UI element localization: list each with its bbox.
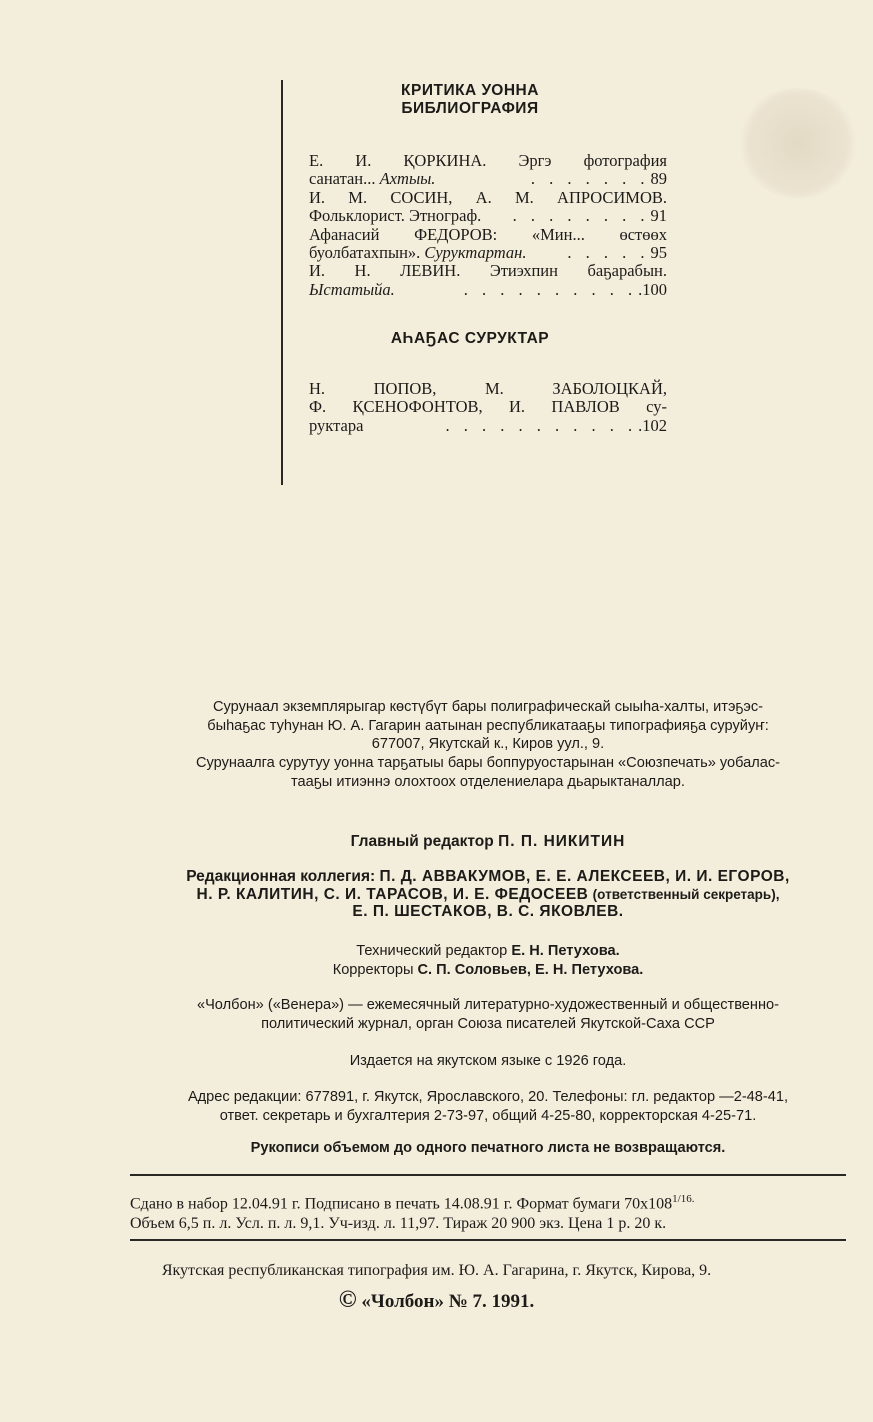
section-title-criticism: КРИТИКА УОННА БИБЛИОГРАФИЯ (401, 82, 539, 117)
page-number: .102 (638, 415, 667, 435)
toc-entry[interactable]: И. Н. ЛЕВИН. Этиэхпин баҕарабын. Ыстатыйа. . . . . . . . . . . .100 (309, 261, 667, 299)
bleed-through-seal (738, 88, 858, 198)
editorial-board: Редакционная коллегия: П. Д. АВВАКУМОВ, Е. Е. АЛЕКСЕЕВ, И. И. ЕГОРОВ, Н. Р. КАЛИТИН, С. И. ТАРАСОВ, И. Е. ФЕДОСЕЕВ (ответственный секретарь), Е. П. ШЕСТАКОВ, В. С. ЯКОВЛЕВ. (186, 868, 790, 920)
copyright-icon: © (338, 1287, 357, 1313)
tech-staff: Технический редактор Е. Н. Петухова. Корректоры С. П. Соловьев, Е. Н. Петухова. (332, 943, 644, 978)
toc-entry-open-letters[interactable]: Н. ПОПОВ, М. ЗАБОЛОЦКАЙ, Ф. ҚСЕНОФОНТОВ, И. ПАВЛОВ су- руктара . . . . . . . . . . . .102 (309, 379, 667, 435)
editorial-address: Адрес редакции: 677891, г. Якутск, Ярославского, 20. Телефоны: гл. редактор —2-48-41, ответ. секретарь и бухгалтерия 2-73-97, общий 4-25-80, корректорская 4-25-71. (187, 1089, 789, 1124)
printer-line: Якутская республиканская типография им. Ю. А. Гагарина, г. Якутск, Кирова, 9. (161, 1262, 712, 1279)
page-number: 91 (650, 206, 667, 226)
print-data: Сдано в набор 12.04.91 г. Подписано в печать 14.08.91 г. Формат бумаги $70x108^{1/16.}$ Объем 6,5 п. л. Усл. п. л. 9,1. Уч-изд. л. 11,97. Тираж 20 900 экз. Цена 1 р. 20 к. (130, 1193, 695, 1233)
page-number: 89 (650, 169, 667, 189)
publishing-since: Издается на якутском языке с 1926 года. (349, 1053, 627, 1069)
toc-entry[interactable]: И. М. СОСИН, А. М. АПРОСИМОВ. Фольклорист. Этнограф. . . . . . . . . 91 (309, 187, 667, 226)
print-errors-note: Сурунаал экземплярыгар көстүбүт бары полиграфическай сыыһа-халты, итэҕэс- быһаҕас туһунан Ю. А. Гагарин аатынан республикатааҕы типографияҕа суруйуҥ: 677007, Якутскай к., Киров уул., 9. (207, 699, 769, 753)
toc-list (309, 152, 667, 299)
divider-top (130, 1174, 846, 1176)
page-number: 95 (650, 243, 667, 263)
copyright-line: © «Чолбон» № 7. 1991. (338, 1287, 535, 1313)
page-number: .100 (638, 279, 667, 299)
journal-description: «Чолбон» («Венера») — ежемесячный литературно-художественный и общественно- политический журнал, орган Союза писателей Якутской-Саха ССР (196, 997, 780, 1032)
toc-vertical-rule (281, 80, 283, 485)
subscription-note: Сурунаалга сурутуу уонна тарҕатыы бары боппуруостарынан «Союзпечать» уобалас- тааҕы итиэннэ олохтоох отделениелара дьарыктаналлар. (195, 755, 781, 790)
section-title-open-letters: АҺАҔАС СУРУКТАР (390, 330, 550, 347)
toc-entry[interactable]: Е. И. ҚОРКИНА. Эргэ фотография санатан... Ахтыы. . . . . . . . 89 (309, 151, 667, 189)
divider-bottom (130, 1239, 846, 1241)
toc-entry[interactable]: Афанасий ФЕДОРОВ: «Мин... өстөөх буолбатахпын». Суруктартан. . . . . . 95 (309, 224, 667, 263)
manuscripts-note: Рукописи объемом до одного печатного листа не возвращаются. (250, 1140, 726, 1156)
chief-editor: Главный редактор П. П. НИКИТИН (350, 833, 626, 850)
